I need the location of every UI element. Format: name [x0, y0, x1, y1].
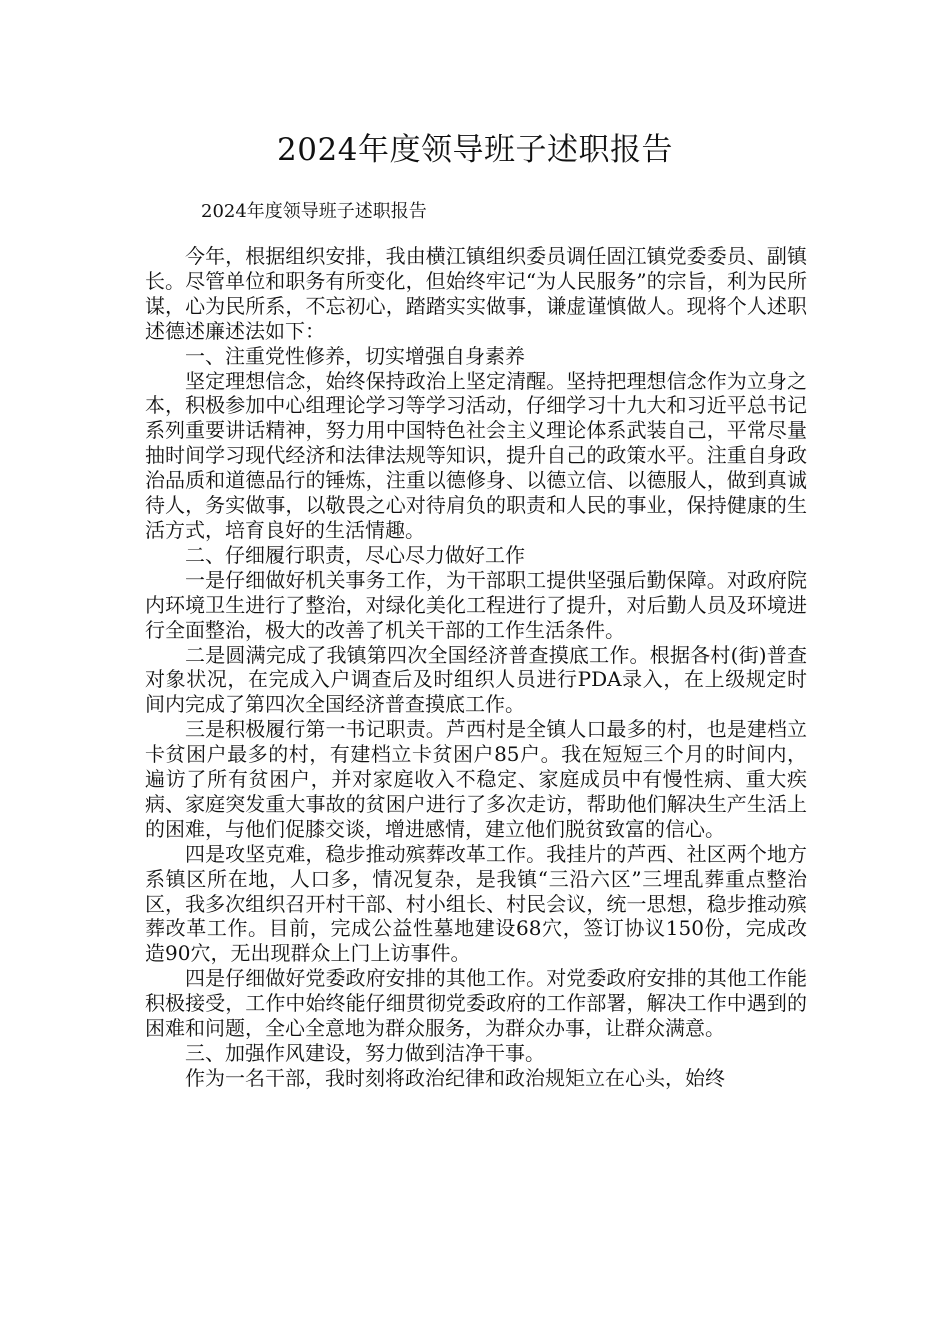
section-heading-2: 二、仔细履行职责，尽心尽力做好工作	[185, 542, 525, 567]
paragraph: 一是仔细做好机关事务工作，为干部职工提供坚强后勤保障。对政府院内环境卫生进行了整治，对绿化美化工程进行了提升，对后勤人员及环境进行全面整治，极大的改善了机关干部的工作生活条件。	[145, 567, 807, 642]
paragraph-intro: 今年，根据组织安排，我由横江镇组织委员调任固江镇党委委员、副镇长。尽管单位和职务有所变化，但始终牢记“为人民服务”的宗旨，利为民所谋，心为民所系，不忘初心，踏踏实实做事，谦虚谨慎做人。现将个人述职述德述廉述法如下：	[145, 244, 807, 343]
paragraph: 二是圆满完成了我镇第四次全国经济普查摸底工作。根据各村(街)普查对象状况，在完成入户调查后及时组织人员进行PDA录入，在上级规定时间内完成了第四次全国经济普查摸底工作。	[145, 642, 807, 717]
paragraph: 四是仔细做好党委政府安排的其他工作。对党委政府安排的其他工作能积极接受，工作中始终能仔细贯彻党委政府的工作部署，解决工作中遇到的困难和问题，全心全意地为群众服务，为群众办事，让群众满意。	[145, 966, 807, 1041]
section-heading-3: 三、加强作风建设，努力做到洁净干事。	[185, 1041, 545, 1065]
paragraph: 坚定理想信念，始终保持政治上坚定清醒。坚持把理想信念作为立身之本，积极参加中心组理论学习等学习活动，仔细学习十九大和习近平总书记系列重要讲话精神，努力用中国特色社会主义理论体系武装自己，平常尽量抽时间学习现代经济和法律法规等知识，提升自己的政策水平。注重自身政治品质和道德品行的锤炼，注重以德修身、以德立信、以德服人，做到真诚待人，务实做事，以敬畏之心对待肩负的职责和人民的事业，保持健康的生活方式，培育良好的生活情趣。	[145, 368, 807, 542]
document-body	[145, 244, 807, 1091]
document-subtitle: 2024年度领导班子述职报告	[201, 201, 427, 222]
paragraph: 作为一名干部，我时刻将政治纪律和政治规矩立在心头，始终	[185, 1065, 725, 1090]
paragraph: 四是攻坚克难，稳步推动殡葬改革工作。我挂片的芦西、社区两个地方系镇区所在地，人口多，情况复杂，是我镇“三沿六区”三埋乱葬重点整治区，我多次组织召开村干部、村小组长、村民会议，统一思想，稳步推动殡葬改革工作。目前，完成公益性墓地建设68穴，签订协议150份，完成改造90穴，无出现群众上门上访事件。	[145, 841, 807, 966]
paragraph: 三是积极履行第一书记职责。芦西村是全镇人口最多的村，也是建档立卡贫困户最多的村，有建档立卡贫困户85户。我在短短三个月的时间内，遍访了所有贫困户，并对家庭收入不稳定、家庭成员中有慢性病、重大疾病、家庭突发重大事故的贫困户进行了多次走访，帮助他们解决生产生活上的困难，与他们促膝交谈，增进感情，建立他们脱贫致富的信心。	[145, 717, 807, 841]
section-heading-1: 一、注重党性修养，切实增强自身素养	[185, 343, 525, 368]
document-title: 2024年度领导班子述职报告	[277, 132, 673, 168]
